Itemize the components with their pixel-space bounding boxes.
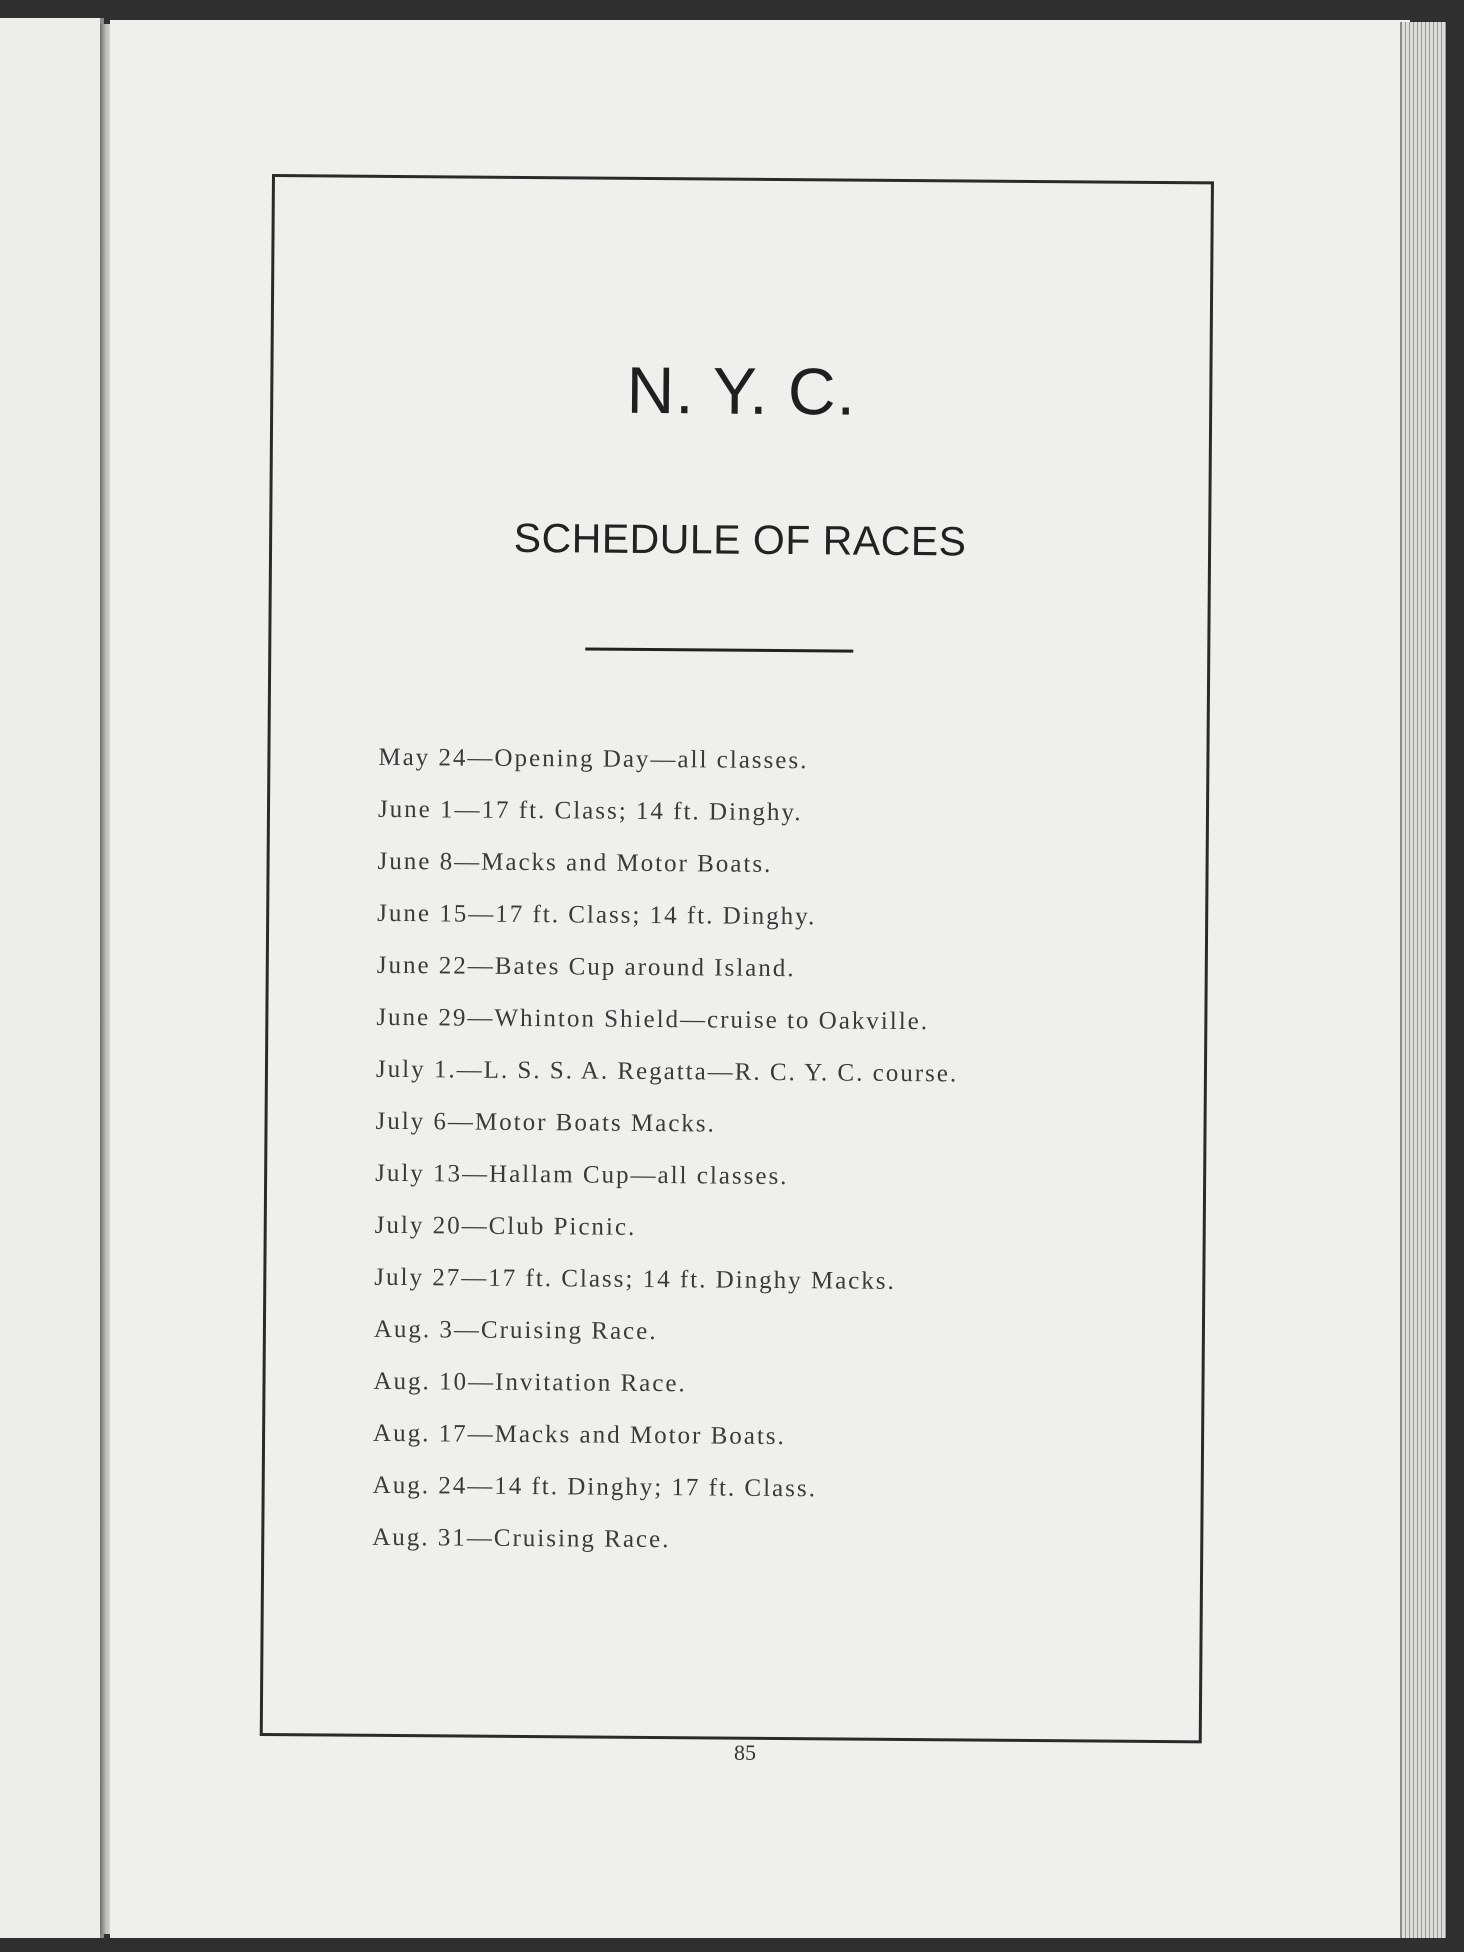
schedule-entry: July 13—Hallam Cup—all classes.: [375, 1159, 789, 1191]
schedule-entry: Aug. 3—Cruising Race.: [373, 1315, 658, 1346]
schedule-frame: [260, 174, 1214, 1743]
schedule-entry: June 15—17 ft. Class; 14 ft. Dinghy.: [377, 899, 817, 931]
schedule-entry: May 24—Opening Day—all classes.: [378, 743, 809, 775]
title-rule: [585, 647, 853, 652]
schedule-entry: July 20—Club Picnic.: [374, 1211, 637, 1241]
schedule-entry: June 8—Macks and Motor Boats.: [377, 847, 773, 878]
left-page: [0, 18, 104, 1938]
schedule-entry: July 1.—L. S. S. A. Regatta—R. C. Y. C. course.: [375, 1055, 959, 1088]
schedule-entry: Aug. 31—Cruising Race.: [372, 1523, 671, 1554]
schedule-entry: June 29—Whinton Shield—cruise to Oakville.: [376, 1003, 930, 1036]
schedule-entry: July 6—Motor Boats Macks.: [375, 1107, 716, 1138]
page-number: 85: [734, 1740, 756, 1765]
schedule-subtitle: SCHEDULE OF RACES: [513, 514, 967, 565]
schedule-entry: Aug. 24—14 ft. Dinghy; 17 ft. Class.: [372, 1471, 818, 1503]
club-title: N. Y. C.: [626, 352, 857, 429]
schedule-entry: June 1—17 ft. Class; 14 ft. Dinghy.: [377, 795, 803, 827]
schedule-entry: Aug. 10—Invitation Race.: [373, 1367, 687, 1398]
page-edges: [1400, 22, 1446, 1938]
schedule-entry: July 27—17 ft. Class; 14 ft. Dinghy Macks.: [374, 1263, 896, 1295]
schedule-entry: June 22—Bates Cup around Island.: [376, 951, 796, 983]
race-schedule-list: [372, 732, 1179, 1570]
schedule-entry: Aug. 17—Macks and Motor Boats.: [373, 1419, 786, 1451]
